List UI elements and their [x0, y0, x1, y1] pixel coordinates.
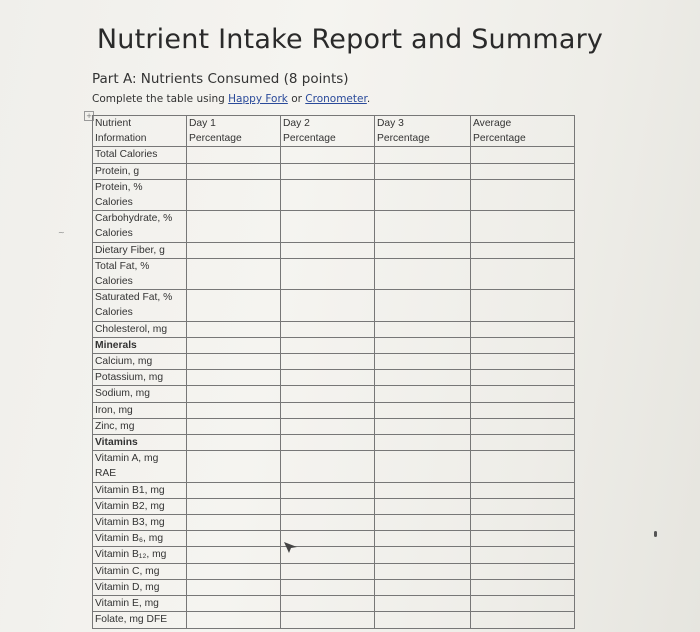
- entry-cell[interactable]: [281, 258, 375, 289]
- entry-cell[interactable]: [281, 435, 375, 451]
- nutrient-label-line: Calories: [95, 197, 133, 209]
- entry-cell[interactable]: [187, 451, 281, 482]
- header-line: Percentage: [283, 133, 336, 145]
- move-handle-icon[interactable]: +: [84, 111, 94, 121]
- entry-cell[interactable]: [187, 579, 281, 595]
- table-row: [93, 451, 575, 482]
- nutrient-label-line: Dietary Fiber, g: [95, 244, 165, 256]
- column-header: [375, 116, 471, 147]
- entry-cell[interactable]: [471, 482, 575, 498]
- table-row: [93, 418, 575, 434]
- entry-cell[interactable]: [471, 321, 575, 337]
- entry-cell[interactable]: [375, 547, 471, 563]
- entry-cell[interactable]: [471, 515, 575, 531]
- nutrient-label: [93, 579, 187, 595]
- entry-cell[interactable]: [187, 612, 281, 628]
- entry-cell[interactable]: [375, 563, 471, 579]
- entry-cell[interactable]: [471, 547, 575, 563]
- entry-cell[interactable]: [375, 402, 471, 418]
- entry-cell[interactable]: [471, 579, 575, 595]
- entry-cell[interactable]: [375, 290, 471, 321]
- entry-cell[interactable]: [187, 163, 281, 179]
- column-header: [281, 116, 375, 147]
- entry-cell[interactable]: [375, 386, 471, 402]
- entry-cell[interactable]: [375, 515, 471, 531]
- nutrient-label: [93, 547, 187, 563]
- entry-cell[interactable]: [187, 418, 281, 434]
- entry-cell[interactable]: [281, 179, 375, 210]
- entry-cell[interactable]: [471, 386, 575, 402]
- table-row: [93, 179, 575, 210]
- entry-cell[interactable]: [187, 531, 281, 547]
- nutrient-label-line: Vitamin A, mg: [95, 453, 159, 465]
- nutrient-label: [93, 531, 187, 547]
- nutrient-label: [93, 482, 187, 498]
- happy-fork-link[interactable]: Happy Fork: [228, 93, 288, 105]
- nutrient-label: [93, 258, 187, 289]
- entry-cell[interactable]: [281, 563, 375, 579]
- cronometer-link[interactable]: Cronometer: [305, 93, 367, 105]
- column-header: [93, 116, 187, 147]
- cursor-arrow-icon: [283, 540, 299, 554]
- nutrient-label: [93, 337, 187, 353]
- header-line: Day 1: [189, 118, 216, 129]
- nutrient-label: [93, 418, 187, 434]
- entry-cell[interactable]: [471, 451, 575, 482]
- nutrient-label-line: Protein, %: [95, 181, 143, 193]
- entry-cell[interactable]: [281, 498, 375, 514]
- table-row: [93, 147, 575, 163]
- margin-dot: [654, 531, 657, 537]
- entry-cell[interactable]: [281, 515, 375, 531]
- entry-cell[interactable]: [281, 163, 375, 179]
- table-row: [93, 435, 575, 451]
- table-row: [93, 498, 575, 514]
- nutrient-label-line: Potassium, mg: [95, 372, 164, 384]
- entry-cell[interactable]: [187, 211, 281, 242]
- entry-cell[interactable]: [471, 258, 575, 289]
- entry-cell[interactable]: [471, 147, 575, 163]
- entry-cell[interactable]: [375, 531, 471, 547]
- nutrient-label-line: Total Fat, %: [95, 260, 150, 272]
- nutrient-label: [93, 321, 187, 337]
- instructions: [92, 93, 370, 105]
- entry-cell[interactable]: [187, 321, 281, 337]
- entry-cell[interactable]: [187, 563, 281, 579]
- nutrient-label-line: Calories: [95, 307, 133, 319]
- table-row: [93, 515, 575, 531]
- nutrient-label: [93, 515, 187, 531]
- nutrient-label-line: Vitamins: [95, 437, 138, 449]
- nutrient-label-line: Protein, g: [95, 165, 140, 177]
- entry-cell[interactable]: [471, 337, 575, 353]
- table-row: [93, 242, 575, 258]
- page-title: Nutrient Intake Report and Summary: [96, 24, 604, 55]
- entry-cell[interactable]: [281, 147, 375, 163]
- nutrient-label-line: Folate, mg DFE: [95, 614, 168, 626]
- entry-cell[interactable]: [471, 531, 575, 547]
- entry-cell[interactable]: [187, 290, 281, 321]
- table-row: [93, 579, 575, 595]
- entry-cell[interactable]: [471, 290, 575, 321]
- nutrient-label-line: Sodium, mg: [95, 388, 150, 400]
- header-line: Nutrient: [95, 118, 132, 129]
- entry-cell[interactable]: [471, 242, 575, 258]
- nutrient-label: [93, 242, 187, 258]
- table-row: [93, 563, 575, 579]
- entry-cell[interactable]: [187, 435, 281, 451]
- column-header: [187, 116, 281, 147]
- header-line: Average: [473, 118, 512, 129]
- header-line: Percentage: [377, 133, 430, 145]
- nutrient-label: [93, 163, 187, 179]
- nutrient-label-line: Saturated Fat, %: [95, 292, 173, 304]
- nutrient-label: [93, 370, 187, 386]
- nutrient-label: [93, 179, 187, 210]
- nutrient-label-line: Vitamin B3, mg: [95, 517, 165, 529]
- nutrient-label-line: Vitamin B₁₂, mg: [95, 549, 167, 561]
- header-line: Day 3: [377, 118, 404, 129]
- nutrient-label: [93, 386, 187, 402]
- entry-cell[interactable]: [187, 515, 281, 531]
- entry-cell[interactable]: [471, 612, 575, 628]
- nutrient-label: [93, 211, 187, 242]
- header-line: Percentage: [473, 133, 526, 145]
- entry-cell[interactable]: [281, 242, 375, 258]
- table-row: [93, 531, 575, 547]
- nutrient-label-line: Vitamin B1, mg: [95, 484, 165, 496]
- entry-cell[interactable]: [471, 211, 575, 242]
- entry-cell[interactable]: [375, 418, 471, 434]
- entry-cell[interactable]: [375, 258, 471, 289]
- entry-cell[interactable]: [375, 612, 471, 628]
- nutrient-label-line: Vitamin D, mg: [95, 581, 160, 593]
- entry-cell[interactable]: [471, 370, 575, 386]
- entry-cell[interactable]: [187, 258, 281, 289]
- nutrient-label: [93, 147, 187, 163]
- column-header: [471, 116, 575, 147]
- nutrient-label-line: Calories: [95, 228, 133, 240]
- header-line: Percentage: [189, 133, 242, 145]
- nutrient-label-line: Vitamin C, mg: [95, 565, 160, 577]
- instructions-prefix: Complete the table using: [92, 93, 229, 105]
- entry-cell[interactable]: [187, 147, 281, 163]
- nutrient-label-line: Vitamin B₆, mg: [95, 533, 164, 545]
- entry-cell[interactable]: [187, 370, 281, 386]
- entry-cell[interactable]: [375, 435, 471, 451]
- entry-cell[interactable]: [281, 370, 375, 386]
- entry-cell[interactable]: [471, 498, 575, 514]
- entry-cell[interactable]: [281, 596, 375, 612]
- nutrient-label-line: Zinc, mg: [95, 420, 135, 432]
- header-line: Information: [95, 133, 147, 145]
- table-row: [93, 547, 575, 563]
- entry-cell[interactable]: [187, 337, 281, 353]
- table-row: [93, 163, 575, 179]
- nutrient-label-line: Minerals: [95, 339, 137, 351]
- entry-cell[interactable]: [471, 596, 575, 612]
- entry-cell[interactable]: [281, 402, 375, 418]
- table-row: [93, 321, 575, 337]
- entry-cell[interactable]: [375, 451, 471, 482]
- entry-cell[interactable]: [281, 321, 375, 337]
- entry-cell[interactable]: [471, 563, 575, 579]
- entry-cell[interactable]: [471, 179, 575, 210]
- nutrient-label: [93, 354, 187, 370]
- nutrient-label-line: Vitamin E, mg: [95, 598, 159, 610]
- entry-cell[interactable]: [375, 179, 471, 210]
- nutrient-label: [93, 612, 187, 628]
- entry-cell[interactable]: [187, 386, 281, 402]
- nutrient-label-line: Total Calories: [95, 149, 158, 161]
- entry-cell[interactable]: [375, 321, 471, 337]
- entry-cell[interactable]: [281, 337, 375, 353]
- nutrient-label: [93, 596, 187, 612]
- entry-cell[interactable]: [471, 435, 575, 451]
- nutrient-label: [93, 451, 187, 482]
- entry-cell[interactable]: [281, 211, 375, 242]
- entry-cell[interactable]: [375, 147, 471, 163]
- nutrient-label-line: Iron, mg: [95, 404, 133, 416]
- header-line: Day 2: [283, 118, 310, 129]
- entry-cell[interactable]: [187, 498, 281, 514]
- table-row: [93, 370, 575, 386]
- entry-cell[interactable]: [375, 370, 471, 386]
- nutrient-label-line: RAE: [95, 468, 117, 480]
- entry-cell[interactable]: [471, 163, 575, 179]
- entry-cell[interactable]: [375, 242, 471, 258]
- entry-cell[interactable]: [281, 482, 375, 498]
- entry-cell[interactable]: [375, 579, 471, 595]
- entry-cell[interactable]: [471, 418, 575, 434]
- entry-cell[interactable]: [375, 163, 471, 179]
- entry-cell[interactable]: [281, 418, 375, 434]
- nutrient-label-line: Vitamin B2, mg: [95, 500, 165, 512]
- table-row: [93, 258, 575, 289]
- entry-cell[interactable]: [187, 596, 281, 612]
- table-header-row: [93, 116, 575, 147]
- entry-cell[interactable]: [375, 482, 471, 498]
- table-row: [93, 402, 575, 418]
- nutrient-label: [93, 563, 187, 579]
- entry-cell[interactable]: [375, 498, 471, 514]
- table-row: [93, 211, 575, 242]
- entry-cell[interactable]: [281, 579, 375, 595]
- nutrient-label-line: Calcium, mg: [95, 356, 153, 368]
- entry-cell[interactable]: [281, 612, 375, 628]
- entry-cell[interactable]: [187, 547, 281, 563]
- table-row: [93, 612, 575, 628]
- entry-cell[interactable]: [471, 354, 575, 370]
- nutrient-label-line: Calories: [95, 276, 133, 288]
- nutrient-label: [93, 435, 187, 451]
- entry-cell[interactable]: [187, 179, 281, 210]
- entry-cell[interactable]: [281, 386, 375, 402]
- margin-mark: ~: [58, 228, 65, 237]
- entry-cell[interactable]: [375, 211, 471, 242]
- nutrient-label: [93, 290, 187, 321]
- entry-cell[interactable]: [187, 242, 281, 258]
- entry-cell[interactable]: [281, 451, 375, 482]
- table-row: [93, 386, 575, 402]
- entry-cell[interactable]: [281, 354, 375, 370]
- entry-cell[interactable]: [375, 354, 471, 370]
- instructions-suffix: .: [366, 93, 371, 105]
- table-row: [93, 482, 575, 498]
- table-row: [93, 337, 575, 353]
- entry-cell[interactable]: [375, 337, 471, 353]
- entry-cell[interactable]: [187, 482, 281, 498]
- nutrient-table: [92, 115, 575, 629]
- nutrient-label-line: Carbohydrate, %: [95, 213, 173, 225]
- entry-cell[interactable]: [187, 354, 281, 370]
- entry-cell[interactable]: [375, 596, 471, 612]
- instructions-middle: or: [287, 93, 306, 105]
- entry-cell[interactable]: [471, 402, 575, 418]
- table-row: [93, 290, 575, 321]
- table-row: [93, 354, 575, 370]
- part-heading: Part A: Nutrients Consumed (8 points): [92, 71, 349, 87]
- entry-cell[interactable]: [281, 290, 375, 321]
- table-row: [93, 596, 575, 612]
- nutrient-label: [93, 402, 187, 418]
- nutrient-label-line: Cholesterol, mg: [95, 323, 168, 335]
- nutrient-label: [93, 498, 187, 514]
- entry-cell[interactable]: [187, 402, 281, 418]
